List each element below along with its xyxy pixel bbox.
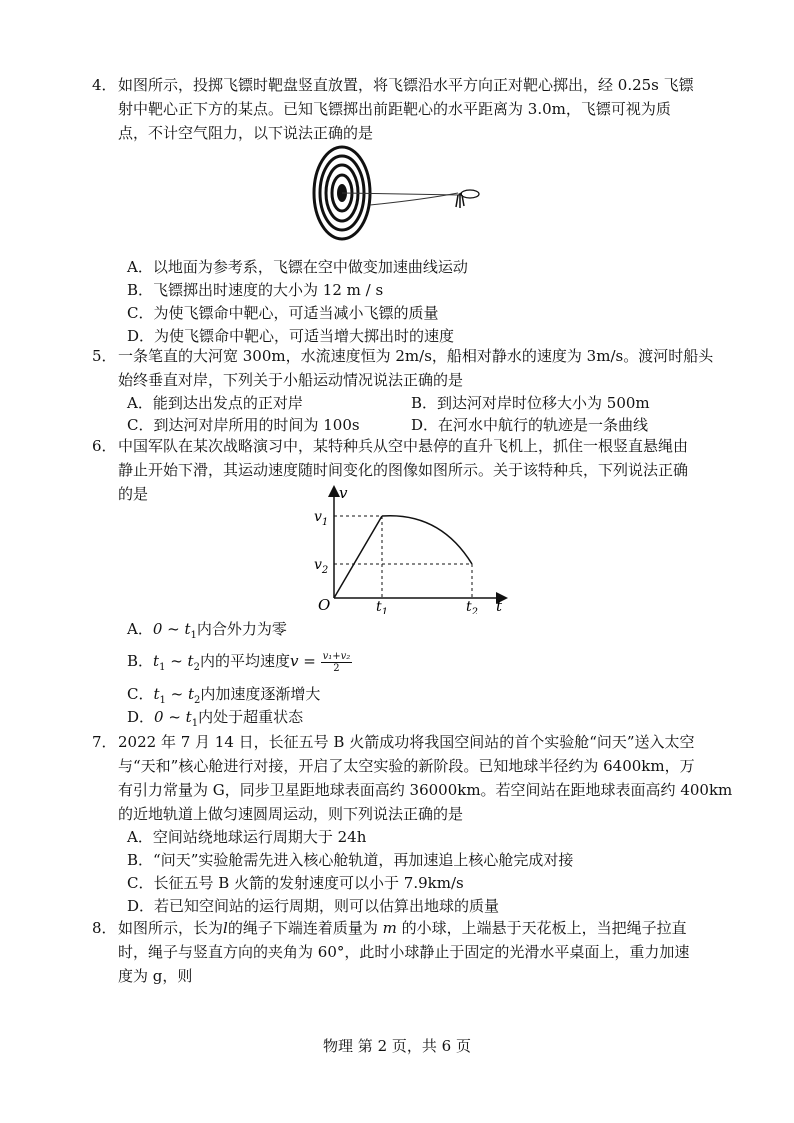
v1-label: $v_1$ xyxy=(314,509,329,528)
t2-label: $t_2$ xyxy=(466,599,479,614)
q5-line-1: 一条笔直的大河宽 300m，水流速度恒为 2m/s，船相对静水的速度为 3m/s。渡河时船头 xyxy=(118,347,714,365)
q5-option-b: B．到达河对岸时位移大小为 500m xyxy=(411,394,650,412)
q7-number: 7． xyxy=(92,733,117,751)
v-axis-label: v xyxy=(339,484,348,502)
q6-option-d: D．0 ~ $t_1$内处于超重状态 xyxy=(127,708,304,729)
q6-option-c: C．$t_1$ ~ $t_2$内加速度逐渐增大 xyxy=(127,685,321,706)
dart-icon xyxy=(456,190,479,208)
q8-line-1: 如图所示，长为l的绳子下端连着质量为 m 的小球，上端悬于天花板上，当把绳子拉直 xyxy=(118,919,687,937)
velocity-rise-segment xyxy=(334,516,382,598)
t1-label: $t_1$ xyxy=(376,599,389,614)
q4-line-3: 点，不计空气阻力，以下说法正确的是 xyxy=(118,124,374,142)
velocity-time-graph xyxy=(310,484,520,614)
q7-option-d: D．若已知空间站的运行周期，则可以估算出地球的质量 xyxy=(127,897,500,915)
q7-line-1: 2022 年 7 月 14 日，长征五号 B 火箭成功将我国空间站的首个实验舱“问天”送入太空 xyxy=(118,733,695,751)
q4-line-1: 如图所示，投掷飞镖时靶盘竖直放置，将飞镖沿水平方向正对靶心掷出，经 0.25s 飞镖 xyxy=(118,76,694,94)
q7-line-4: 的近地轨道上做匀速圆周运动，则下列说法正确的是 xyxy=(118,805,464,823)
q6-option-a: A．0 ~ $t_1$内合外力为零 xyxy=(127,620,287,641)
q4-option-a: A．以地面为参考系，飞镖在空中做变加速曲线运动 xyxy=(127,258,468,276)
mean-velocity-fraction: $\frac{\text{v₁+v₂}}{2}$ xyxy=(322,650,351,674)
q7-option-b: B．“问天”实验舱需先进入核心舱轨道，再加速追上核心舱完成对接 xyxy=(127,851,574,869)
q4-option-c: C．为使飞镖命中靶心，可适当减小飞镖的质量 xyxy=(127,304,439,322)
dart-trajectory-line xyxy=(342,193,460,195)
q8-line-2: 时，绳子与竖直方向的夹角为 60°，此时小球静止于固定的光滑水平桌面上，重力加速 xyxy=(118,943,690,961)
q5-option-a: A．能到达出发点的正对岸 xyxy=(127,394,303,412)
q4-option-d: D．为使飞镖命中靶心，可适当增大掷出时的速度 xyxy=(127,327,455,345)
q6-line-2: 静止开始下滑，其运动速度随时间变化的图像如图所示。关于该特种兵，下列说法正确 xyxy=(118,461,689,479)
q7-line-3: 有引力常量为 G，同步卫星距地球表面高约 36000km。若空间站在距地球表面高约 400km xyxy=(118,781,733,799)
q6-line-1: 中国军队在某次战略演习中，某特种兵从空中悬停的直升飞机上，抓住一根竖直悬绳由 xyxy=(118,437,689,455)
q5-option-d: D．在河水中航行的轨迹是一条曲线 xyxy=(411,416,649,434)
origin-label: O xyxy=(318,596,331,614)
q8-line-3: 度为 g，则 xyxy=(118,967,193,985)
q5-line-2: 始终垂直对岸，下列关于小船运动情况说法正确的是 xyxy=(118,371,464,389)
q7-option-a: A．空间站绕地球运行周期大于 24h xyxy=(127,828,367,846)
q6-number: 6． xyxy=(92,437,117,455)
velocity-fall-curve xyxy=(382,516,472,564)
q7-line-2: 与“天和”核心舱进行对接，开启了太空实验的新阶段。已知地球半径约为 6400km，万 xyxy=(118,757,695,775)
q8-number: 8． xyxy=(92,919,117,937)
q4-line-2: 射中靶心正下方的某点。已知飞镖掷出前距靶心的水平距离为 3.0m，飞镖可视为质 xyxy=(118,100,671,118)
q7-option-c: C．长征五号 B 火箭的发射速度可以小于 7.9km/s xyxy=(127,874,464,892)
q5-number: 5． xyxy=(92,347,117,365)
t-axis-label: t xyxy=(496,597,503,614)
dartboard-figure xyxy=(310,145,490,245)
q5-option-c: C．到达河对岸所用的时间为 100s xyxy=(127,416,360,434)
q6-line-3: 的是 xyxy=(118,485,149,503)
q4-option-b: B．飞镖掷出时速度的大小为 12 m / s xyxy=(127,281,384,299)
page-footer: 物理 第 2 页，共 6 页 xyxy=(323,1037,471,1055)
q4-number: 4． xyxy=(92,76,117,94)
v2-label: $v_2$ xyxy=(314,557,329,576)
q6-option-b: B．$t_1$ ~ $t_2$内的平均速度v = $\frac{\text{v₁+v₂}}{2}$ xyxy=(127,650,351,674)
